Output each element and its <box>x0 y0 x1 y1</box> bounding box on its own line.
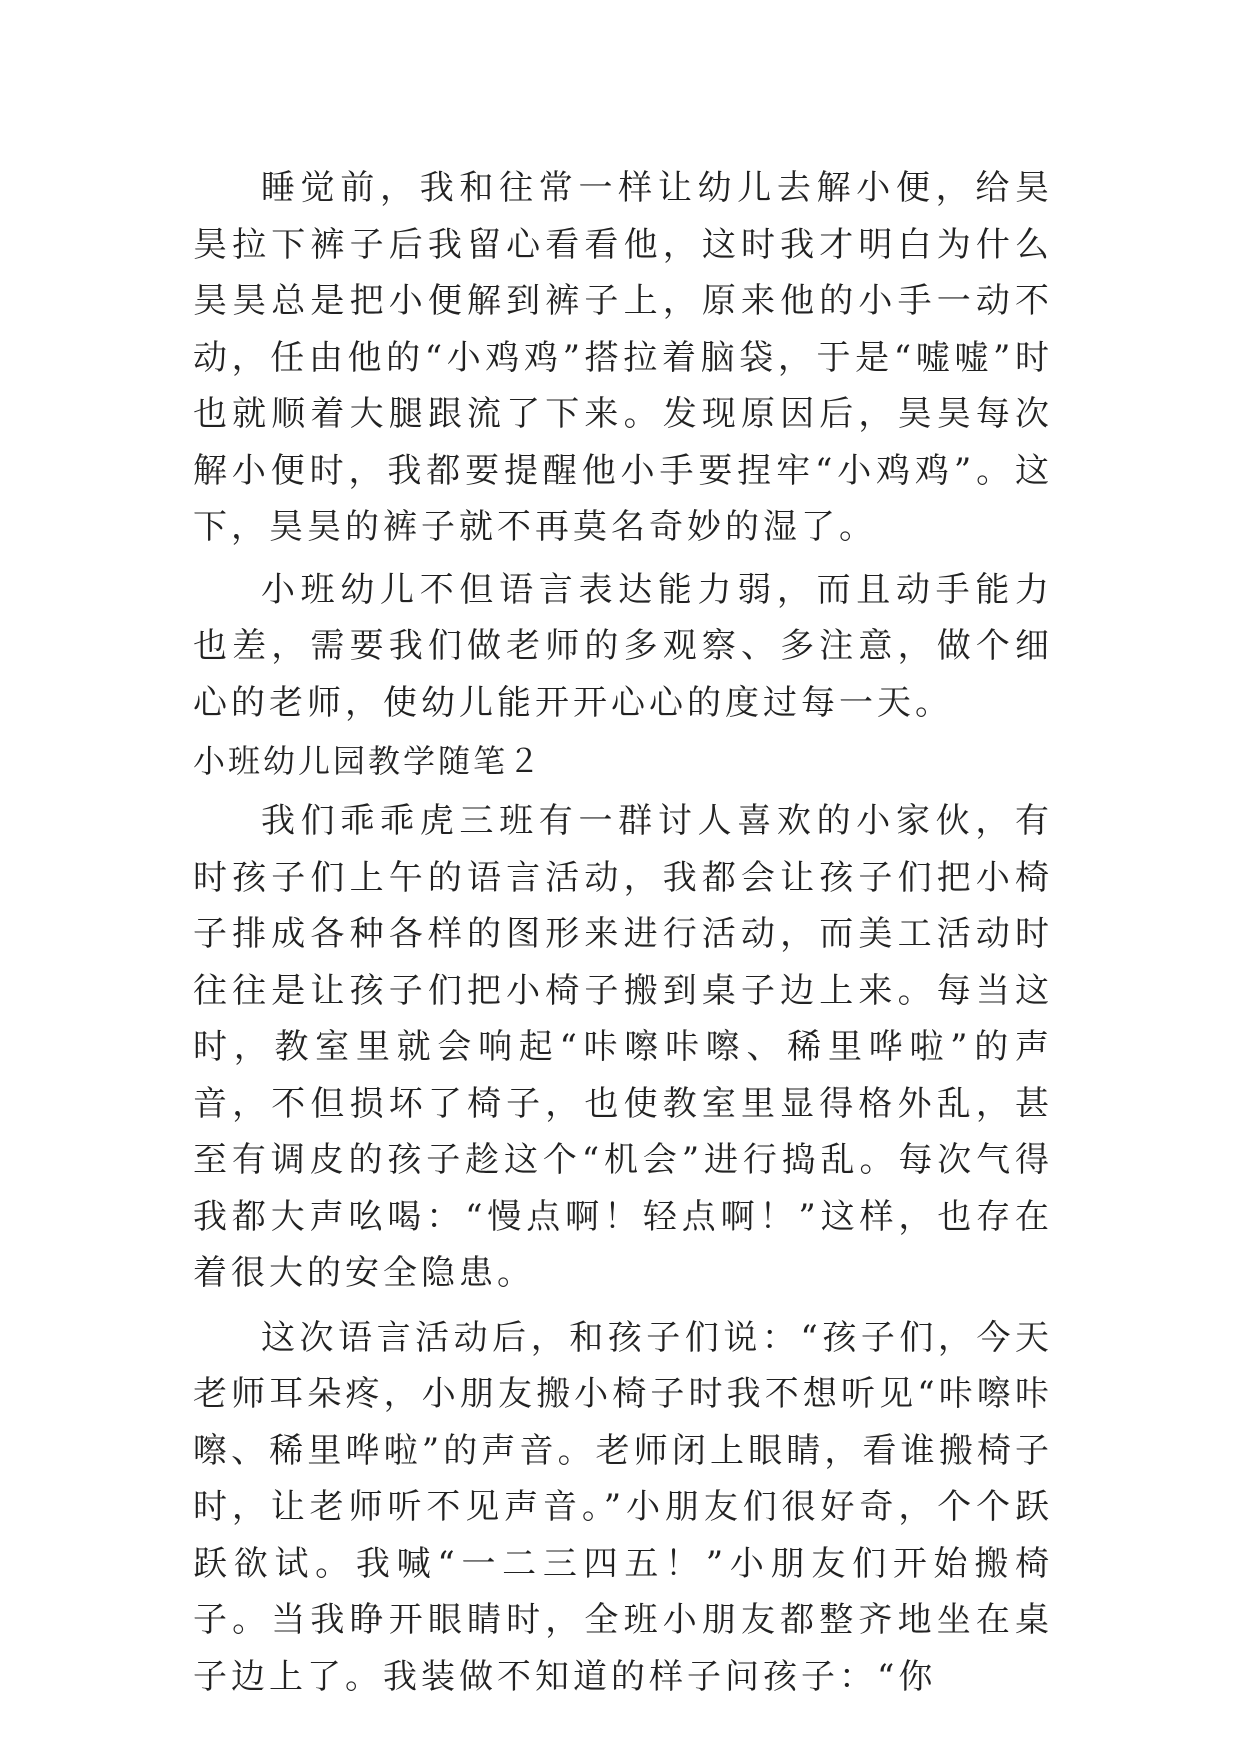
paragraph-summary: 小班幼儿不但语言表达能力弱，而且动手能力也差，需要我们做老师的多观察、多注意，做个细心的老师，使幼儿能开开心心的度过每一天。 <box>193 569 1053 723</box>
paragraph-bedtime: 睡觉前，我和往常一样让幼儿去解小便，给昊昊拉下裤子后我留心看看他，这时我才明白为什么昊昊总是把小便解到裤子上，原来他的小手一动不动，任由他的“小鸡鸡”搭拉着脑袋，于是“嘘嘘”时也就顺着大腿跟流了下来。发现原因后，昊昊每次解小便时，我都要提醒他小手要捏牢“小鸡鸡”。这下，昊昊的裤子就不再莫名奇妙的湿了。 <box>193 168 1053 547</box>
section-heading: 小班幼儿园教学随笔２ <box>193 742 544 780</box>
paragraph-chairs: 我们乖乖虎三班有一群讨人喜欢的小家伙，有时孩子们上午的语言活动，我都会让孩子们把小椅子排成各种各样的图形来进行活动，而美工活动时往往是让孩子们把小椅子搬到桌子边上来。每当这时，教室里就会响起“咔嚓咔嚓、稀里哗啦”的声音，不但损坏了椅子，也使教室里显得格外乱，甚至有调皮的孩子趁这个“机会”进行捣乱。每次气得我都大声吆喝：“慢点啊！轻点啊！”这样，也存在着很大的安全隐患。 <box>193 801 1053 1293</box>
paragraph-language-activity: 这次语言活动后，和孩子们说：“孩子们，今天老师耳朵疼，小朋友搬小椅子时我不想听见“咔嚓咔嚓、稀里哗啦”的声音。老师闭上眼睛，看谁搬椅子时，让老师听不见声音。”小朋友们很好奇，个个跃跃欲试。我喊“一二三四五！”小朋友们开始搬椅子。当我睁开眼睛时，全班小朋友都整齐地坐在桌子边上了。我装做不知道的样子问孩子：“你 <box>193 1317 1053 1697</box>
document-body <box>193 160 1053 1705</box>
